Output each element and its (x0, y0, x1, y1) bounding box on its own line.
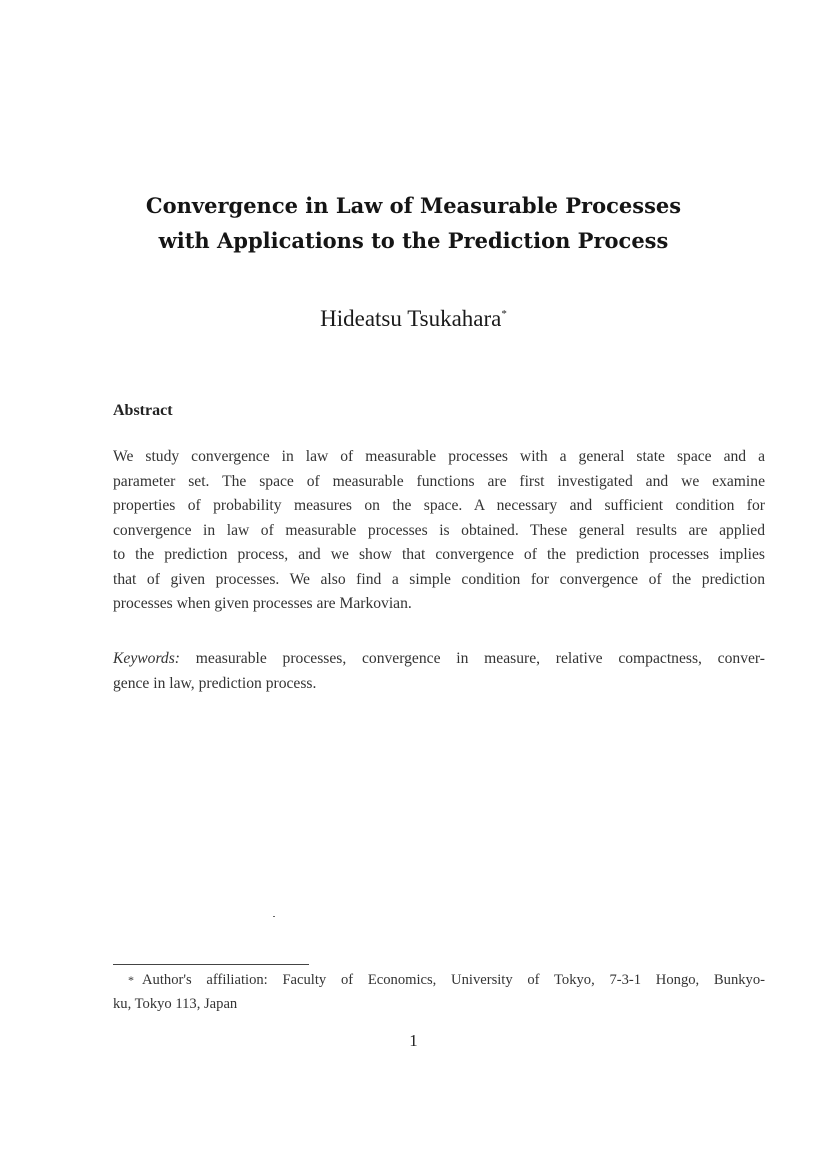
keywords-label: Keywords: (113, 650, 180, 667)
abstract-line: convergence in law of measurable processes is obtained. These general results are applied (113, 521, 765, 539)
abstract-line: processes when given processes are Markovian. (113, 595, 412, 612)
keywords-text-1: measurable processes, convergence in measure, relative compactness, conver- (195, 650, 765, 667)
keywords-line-2: gence in law, prediction process. (113, 674, 317, 692)
footnote-rule (113, 964, 309, 965)
keywords-line-1 (113, 647, 765, 672)
abstract-line: that of given processes. We also find a simple condition for convergence of the prediction (113, 570, 765, 588)
abstract-line: parameter set. The space of measurable functions are first investigated and we examine (113, 472, 765, 490)
keywords-block (113, 647, 765, 696)
author-affiliation-footnote (113, 968, 765, 1016)
title-line-2: with Applications to the Prediction Process (158, 228, 669, 253)
author-text: Hideatsu Tsukahara (320, 306, 502, 331)
author-name (0, 299, 827, 334)
abstract-heading: Abstract (113, 402, 173, 419)
abstract-line: properties of probability measures on the space. A necessary and sufficient condition for (113, 497, 765, 514)
paper-title (0, 188, 827, 258)
abstract-line: We study convergence in law of measurable processes with a general state space and a (113, 448, 765, 465)
page-number: 1 (409, 1031, 418, 1050)
footnote-mark: * (128, 973, 134, 987)
title-line-1: Convergence in Law of Measurable Processes (145, 193, 682, 218)
author-footnote-mark: * (501, 308, 507, 320)
abstract-line: to the prediction process, and we show that convergence of the prediction processes implies (113, 546, 765, 563)
footnote-line-2: ku, Tokyo 113, Japan (113, 996, 238, 1012)
scan-speck (273, 916, 275, 917)
footnote-line-1 (113, 968, 765, 992)
abstract-body (113, 445, 765, 617)
footnote-text-1: Author's affiliation: Faculty of Economics, University of Tokyo, 7-3-1 Hongo, Bunkyo- (142, 972, 765, 988)
